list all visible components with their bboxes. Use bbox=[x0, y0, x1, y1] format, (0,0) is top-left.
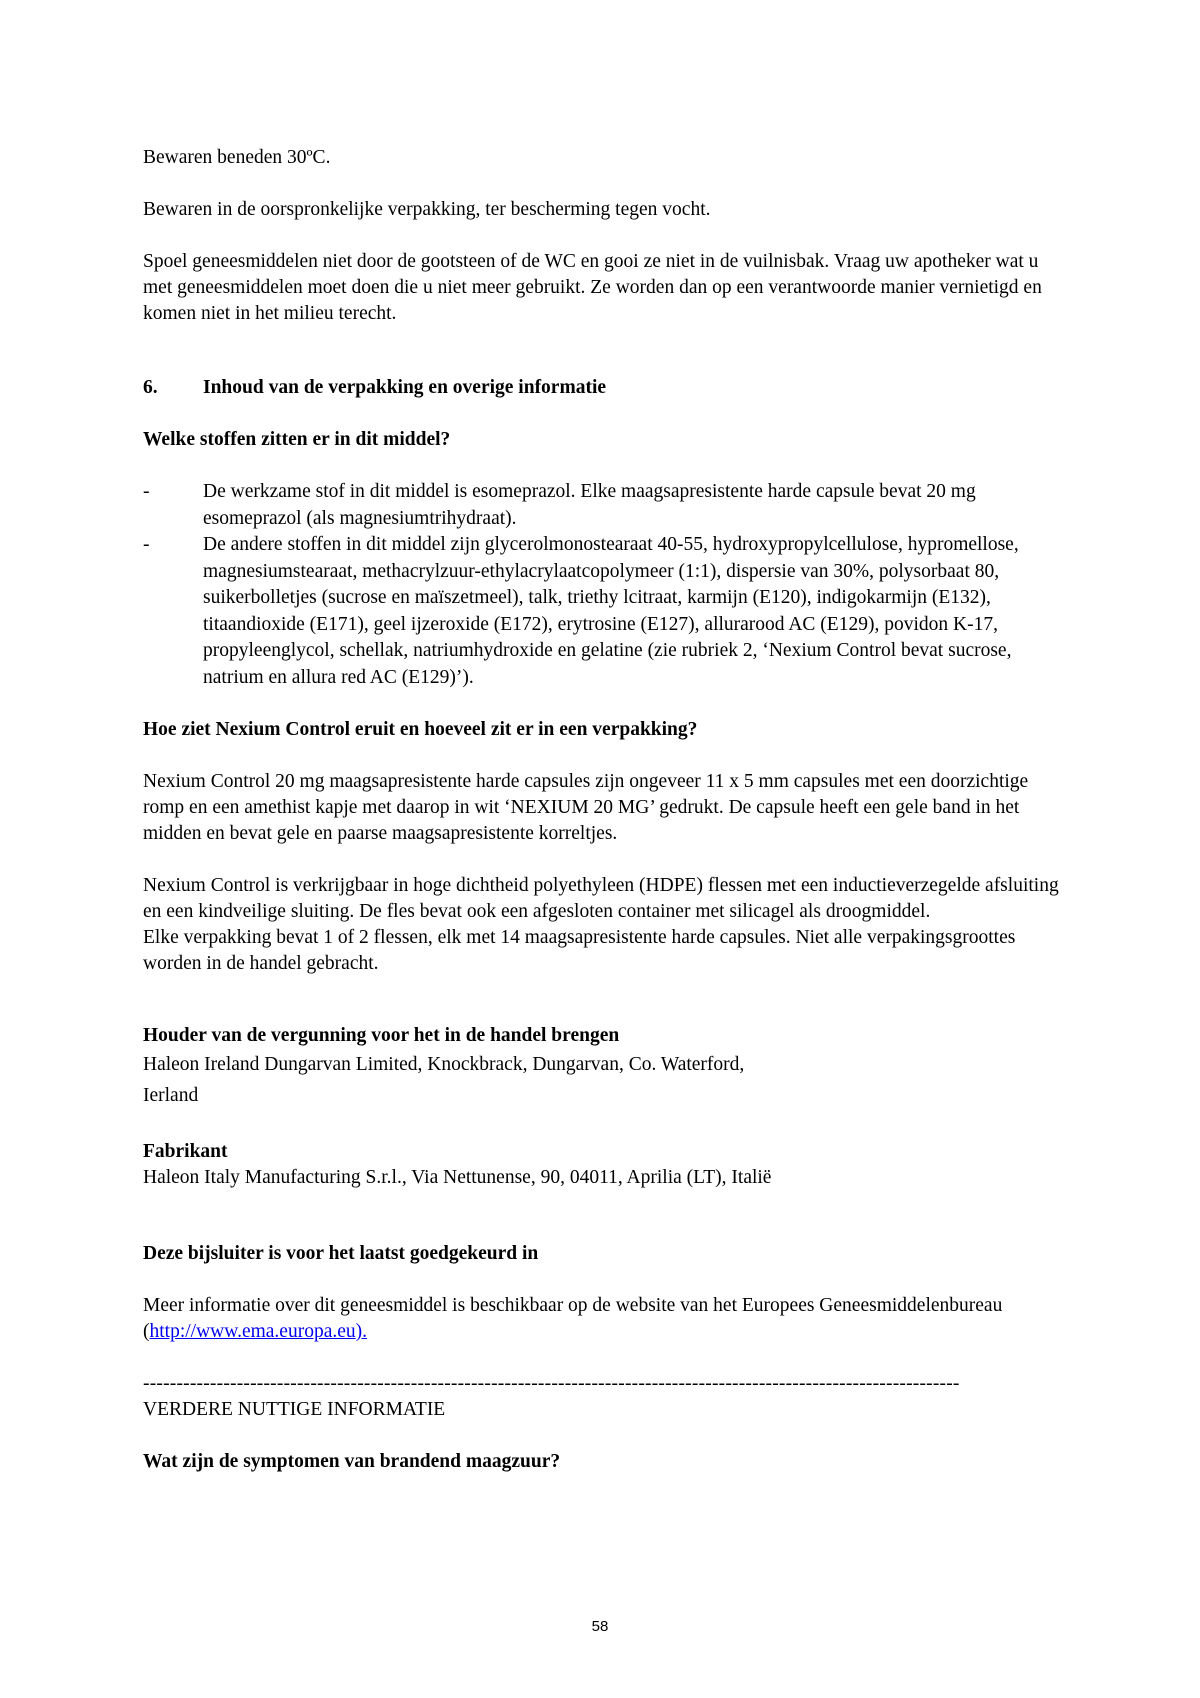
storage-temperature: Bewaren beneden 30ºC. bbox=[143, 147, 331, 168]
bullet-dash: - bbox=[143, 481, 150, 502]
more-info-prefix: Meer informatie over dit geneesmiddel is beschikbaar op de website van het Europees Geneesmiddelenbureau ( bbox=[143, 1295, 1003, 1342]
divider: -------------------------------------------------------------------------------------------------------------------------- bbox=[143, 1373, 960, 1394]
ingredients-heading: Welke stoffen zitten er in dit middel? bbox=[143, 429, 451, 450]
ema-website-link[interactable]: http://www.ema.europa.eu bbox=[149, 1321, 356, 1342]
ingredients-list bbox=[143, 479, 1063, 691]
section-number: 6. bbox=[143, 377, 158, 398]
holder-address-line-2: Ierland bbox=[143, 1085, 199, 1106]
holder-address-line-1: Haleon Ireland Dungarvan Limited, Knockbrack, Dungarvan, Co. Waterford, bbox=[143, 1054, 745, 1075]
document-page bbox=[143, 145, 1063, 1475]
appearance-text: Nexium Control 20 mg maagsapresistente harde capsules zijn ongeveer 11 x 5 mm capsules met een doorzichtige romp en een amethist kapje met daarop in wit ‘NEXIUM 20 MG’ gedrukt. De capsule heeft een gele band in het midden en bevat gele en paarse maagsapresistente korreltjes. bbox=[143, 771, 1029, 844]
page-number: 58 bbox=[591, 1618, 609, 1635]
other-substances-text: De andere stoffen in dit middel zijn glycerolmonostearaat 40-55, hydroxypropylcellulose, hypromellose, magnesiumstearaat, methacrylzuur-ethylacrylaatcopolymeer (1:1), dispersie van 30%, polysorbaat 80, suikerbolletjes (sucrose en maïszetmeel), talk, triethy lcitraat, karmijn (E120), indigokarmijn (E132), titaandioxide (E171), geel ijzeroxide (E172), erytrosine (E127), allurarood AC (E129), povidon K-17, propyleenglycol, schellak, natriumhydroxide en gelatine (zie rubriek 2, ‘Nexium Control bevat sucrose, natrium en allura red AC (E129)’). bbox=[203, 534, 1019, 688]
manufacturer-address: Haleon Italy Manufacturing S.r.l., Via Nettunense, 90, 04011, Aprilia (LT), Italië bbox=[143, 1167, 772, 1188]
active-substance-text: De werkzame stof in dit middel is esomeprazol. Elke maagsapresistente harde capsule bevat 20 mg esomeprazol (als magnesiumtrihydraat). bbox=[203, 481, 976, 529]
section-title-text: Inhoud van de verpakking en overige informatie bbox=[203, 377, 607, 398]
storage-packaging: Bewaren in de oorspronkelijke verpakking, ter bescherming tegen vocht. bbox=[143, 199, 711, 220]
appearance-heading: Hoe ziet Nexium Control eruit en hoeveel zit er in een verpakking? bbox=[143, 719, 698, 740]
more-info-text bbox=[143, 1293, 1063, 1345]
bullet-dash: - bbox=[143, 534, 150, 555]
manufacturer-heading: Fabrikant bbox=[143, 1141, 228, 1162]
holder-heading: Houder van de vergunning voor het in de handel brengen bbox=[143, 1025, 620, 1046]
availability-text-1: Nexium Control is verkrijgbaar in hoge dichtheid polyethyleen (HDPE) flessen met een inductieverzegelde afsluiting en een kindveilige sluiting. De fles bevat ook een afgesloten container met silicagel als droogmiddel. bbox=[143, 875, 1059, 922]
list-item bbox=[143, 479, 1063, 532]
symptoms-heading: Wat zijn de symptomen van brandend maagzuur? bbox=[143, 1451, 561, 1472]
section-6-title bbox=[143, 375, 1063, 401]
disposal-text: Spoel geneesmiddelen niet door de gootsteen of de WC en gooi ze niet in de vuilnisbak. Vraag uw apotheker wat u met geneesmiddelen moet doen die u niet meer gebruikt. Ze worden dan op een verantwoorde manier vernietigd en komen niet in het milieu terecht. bbox=[143, 251, 1042, 324]
ema-website-link-suffix[interactable]: ). bbox=[355, 1321, 368, 1342]
list-item bbox=[143, 532, 1063, 691]
approved-heading: Deze bijsluiter is voor het laatst goedgekeurd in bbox=[143, 1243, 539, 1264]
further-info-title: VERDERE NUTTIGE INFORMATIE bbox=[143, 1399, 446, 1420]
availability-text-2: Elke verpakking bevat 1 of 2 flessen, elk met 14 maagsapresistente harde capsules. Niet alle verpakingsgroottes worden in de handel gebracht. bbox=[143, 927, 1016, 974]
